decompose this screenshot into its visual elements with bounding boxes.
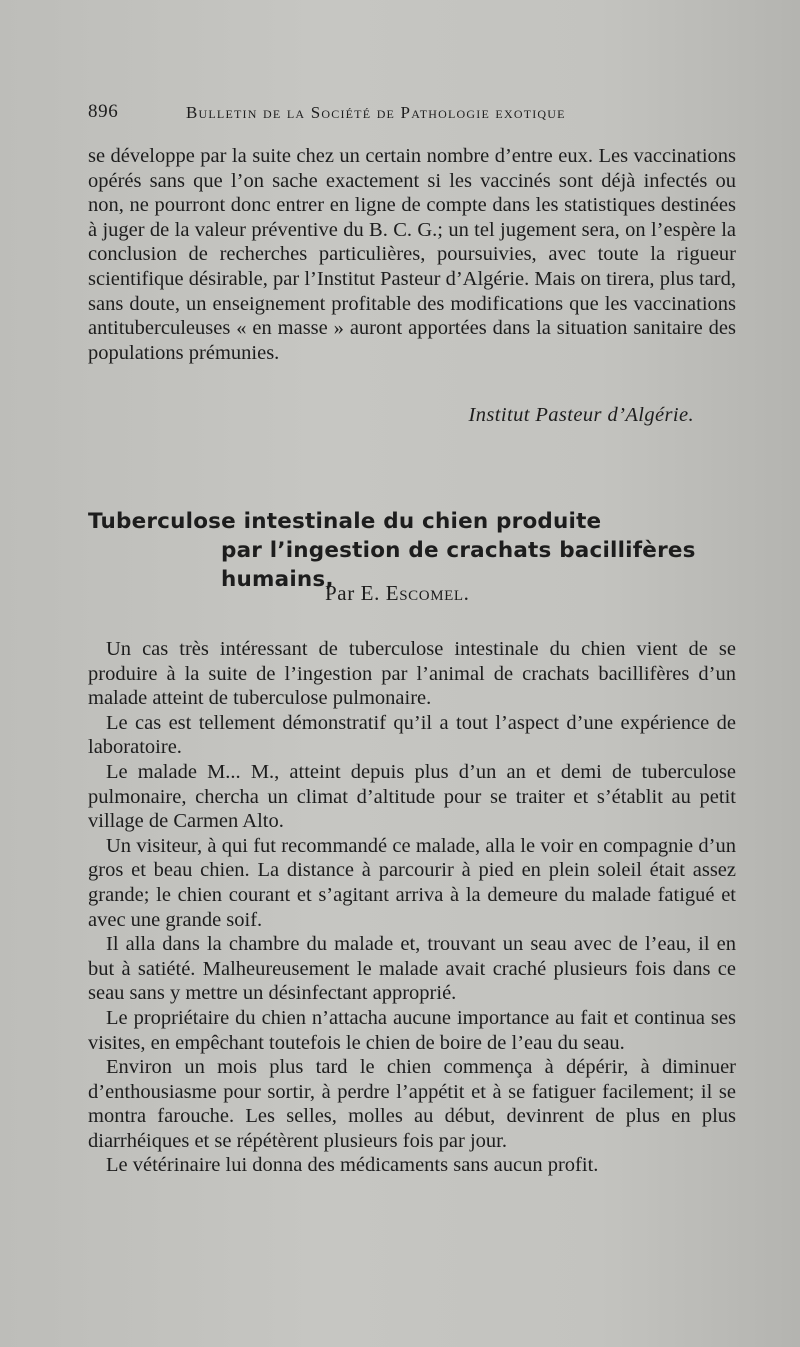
previous-article-ending (88, 144, 736, 365)
paragraph: Le malade M... M., atteint depuis plus d’un an et demi de tuberculose pulmonaire, chercha un climat d’altitude pour se traiter et s’établit au petit village de Carmen Alto. (88, 760, 736, 833)
paragraph: se développe par la suite chez un certain nombre d’entre eux. Les vaccinations opérés sans que l’on sache exactement si les vaccinés sont déjà infectés ou non, ne pourront donc entrer en ligne de compte dans les statistiques destinées à juger de la valeur préventive du B. C. G.; un tel jugement sera, on l’espère la conclusion de recherches particulières, poursuivies, avec toute la rigueur scientifique désirable, par l’Institut Pasteur d’Algérie. Mais on tirera, plus tard, sans doute, un enseignement profitable des modifications que les vaccinations antituberculeuses « en masse » auront apportées dans la situation sanitaire des populations prémunies. (88, 145, 736, 364)
paragraph: Environ un mois plus tard le chien commença à dépérir, à diminuer d’enthousiasme pour sortir, à perdre l’appétit et à se fatiguer facilement; il se montra farouche. Les selles, molles au début, devinrent de plus en plus diarrhéiques et se répétèrent plusieurs fois par jour. (88, 1056, 736, 1152)
running-head: Bulletin de la Société de Pathologie exotique (186, 103, 566, 122)
article-body (88, 637, 736, 1178)
title-line-2: par l’ingestion de crachats bacillifères humains, (221, 538, 696, 592)
title-line-1: Tuberculose intestinale du chien produite (88, 509, 602, 534)
paragraph: Il alla dans la chambre du malade et, trouvant un seau avec de l’eau, il en but à satiété. Malheureusement le malade avait craché plusieurs fois dans ce seau sans y mettre un désinfectant approprié. (88, 933, 736, 1005)
author-line (325, 581, 470, 606)
paragraph: Un cas très intéressant de tuberculose intestinale du chien vient de se produire à la suite de l’ingestion par l’animal de crachats bacillifères d’un malade atteint de tuberculose pulmonaire. (88, 638, 736, 710)
paragraph: Un visiteur, à qui fut recommandé ce malade, alla le voir en compagnie d’un gros et beau chien. La distance à parcourir à pied en plein soleil était assez grande; le chien courant et s’agitant arriva à la demeure du malade fatigué et avec une grande soif. (88, 834, 736, 931)
page-number: 896 (88, 101, 119, 122)
paragraph: Le cas est tellement démonstratif qu’il a tout l’aspect d’une expérience de laboratoire. (88, 711, 736, 759)
signature: Institut Pasteur d’Algérie. (468, 404, 694, 426)
page-header (88, 101, 648, 127)
paragraph: Le propriétaire du chien n’attacha aucune importance au fait et continua ses visites, en empêchant toutefois le chien de boire de l’eau du seau. (88, 1006, 736, 1054)
author-name: E. Escomel. (360, 581, 470, 605)
paragraph: Le vétérinaire lui donna des médicaments sans aucun profit. (106, 1154, 599, 1177)
author-prefix: Par (325, 581, 355, 605)
